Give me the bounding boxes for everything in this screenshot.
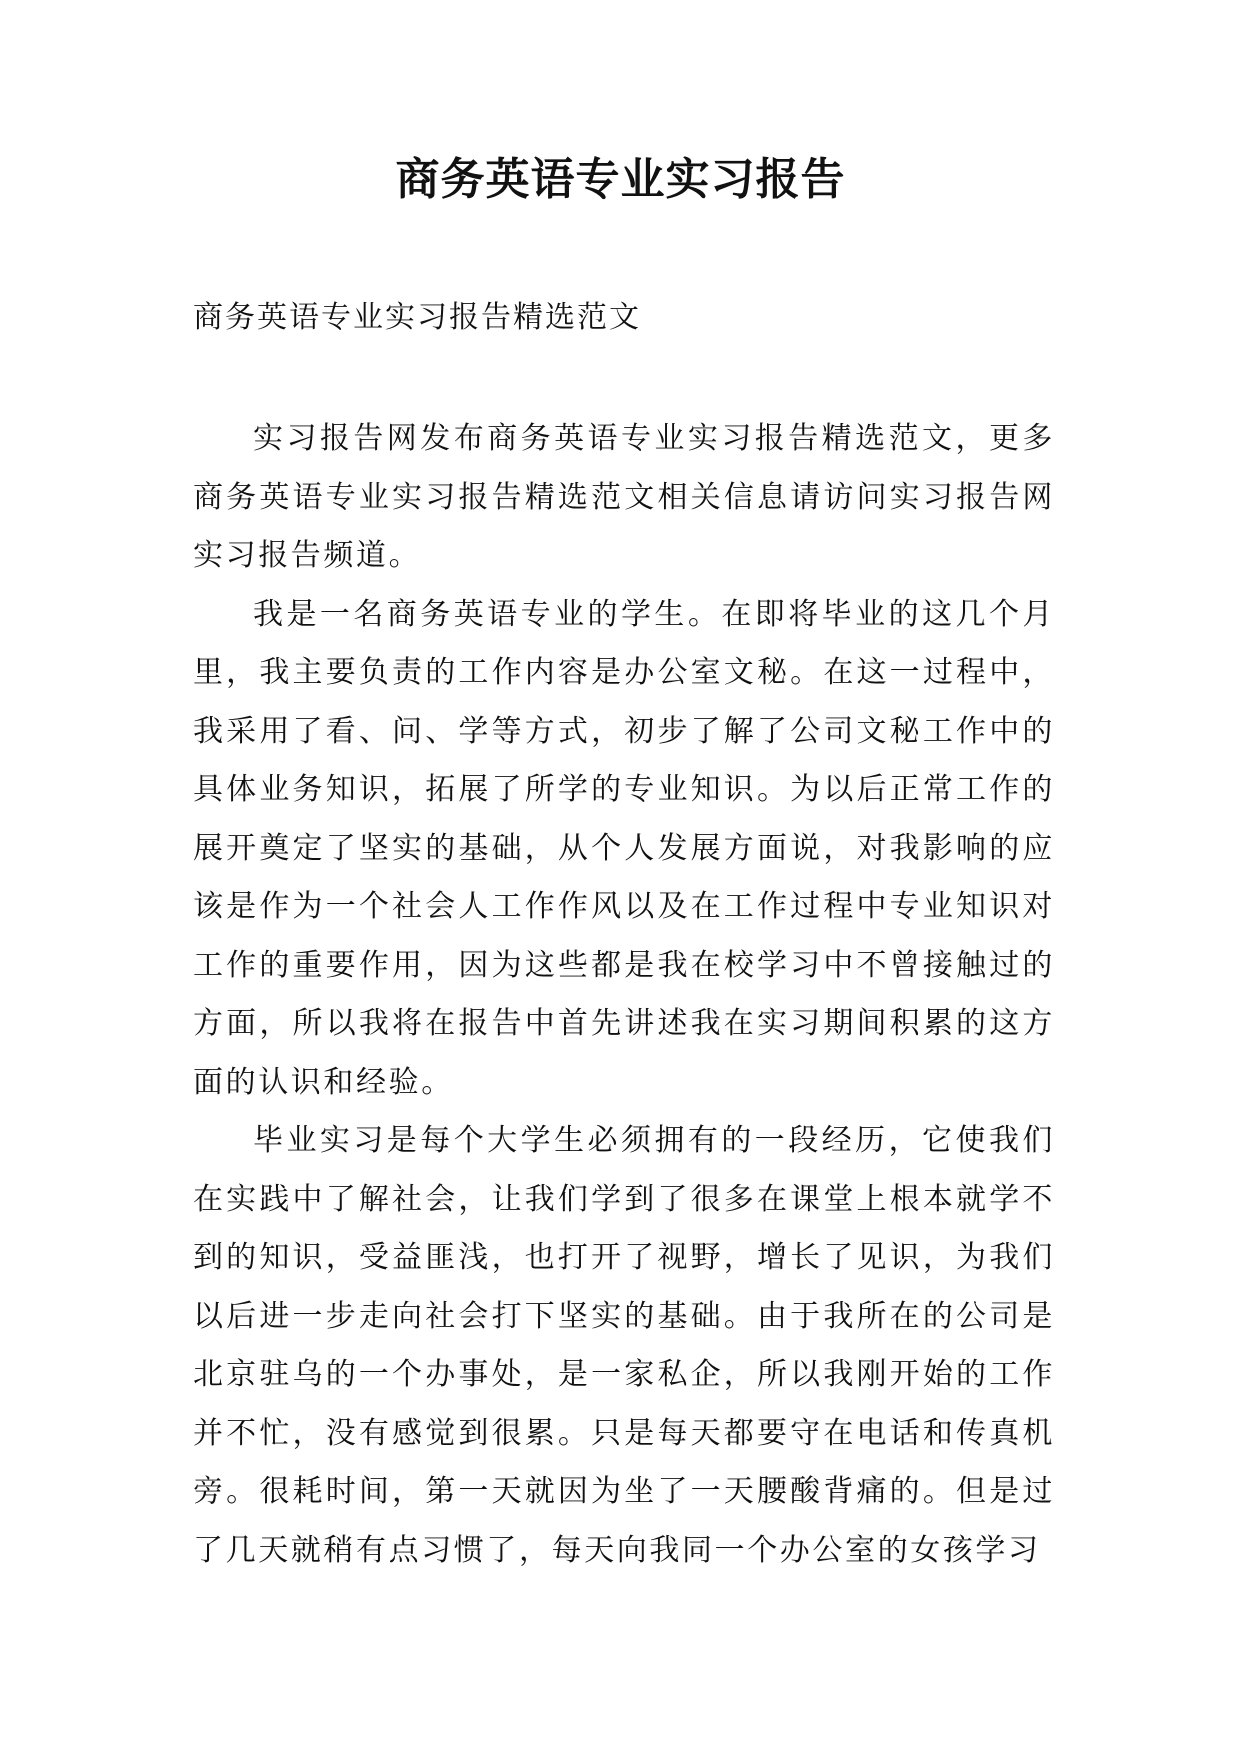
paragraph-internship-experience: 毕业实习是每个大学生必须拥有的一段经历，它使我们在实践中了解社会，让我们学到了很多在课堂上根本就学不到的知识，受益匪浅，也打开了视野，增长了见识，为我们以后进一步走向社会打下坚实的基础。由于我所在的公司是北京驻乌的一个办事处，是一家私企，所以我刚开始的工作并不忙，没有感觉到很累。只是每天都要守在电话和传真机旁。很耗时间，第一天就因为坐了一天腰酸背痛的。但是过了几天就稍有点习惯了，每天向我同一个办公室的女孩学习 xyxy=(193,1123,1055,1568)
paragraph-intro: 实习报告网发布商务英语专业实习报告精选范文，更多商务英语专业实习报告精选范文相关信息请访问实习报告网实习报告频道。 xyxy=(193,421,1055,573)
document-body xyxy=(193,410,1055,1580)
paragraph-work-role: 我是一名商务英语专业的学生。在即将毕业的这几个月里，我主要负责的工作内容是办公室文秘。在这一过程中，我采用了看、问、学等方式，初步了解了公司文秘工作中的具体业务知识，拓展了所学的专业知识。为以后正常工作的展开奠定了坚实的基础，从个人发展方面说，对我影响的应该是作为一个社会人工作作风以及在工作过程中专业知识对工作的重要作用，因为这些都是我在校学习中不曾接触过的方面，所以我将在报告中首先讲述我在实习期间积累的这方面的认识和经验。 xyxy=(193,596,1055,1100)
document-title: 商务英语专业实习报告 xyxy=(395,154,846,205)
document-subtitle: 商务英语专业实习报告精选范文 xyxy=(193,300,641,335)
